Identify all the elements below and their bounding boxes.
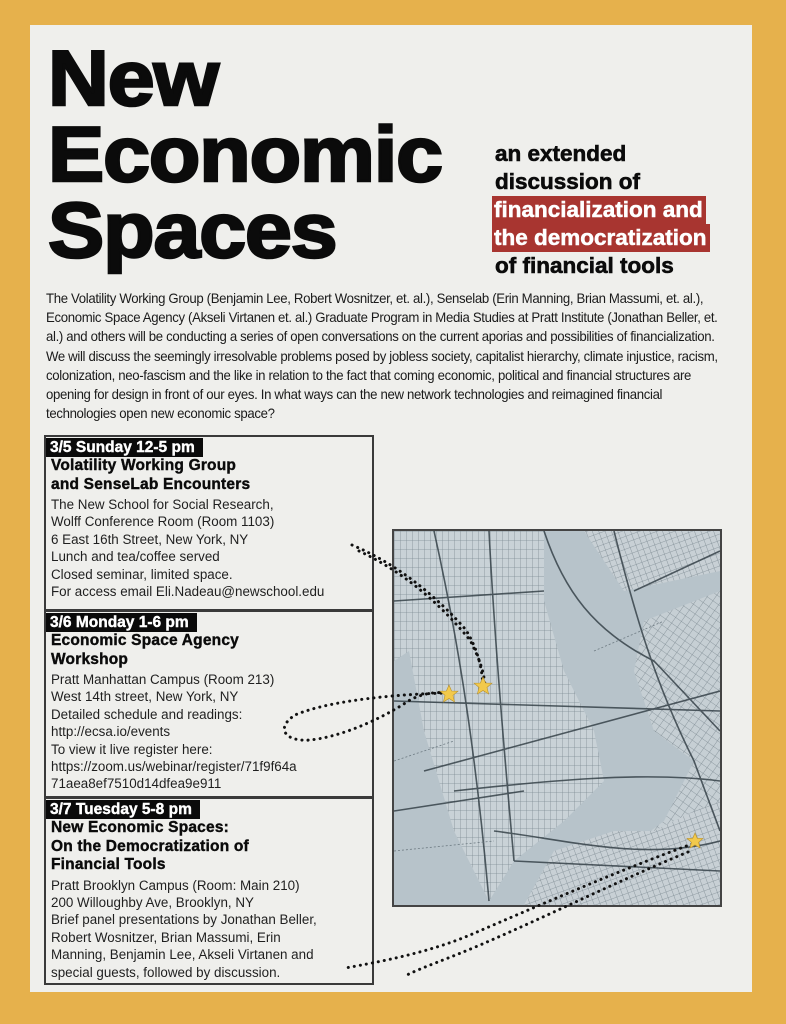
event-title-line: Workshop — [51, 650, 129, 668]
event-box-tuesday — [44, 797, 374, 985]
event-date-badge: 3/7 Tuesday 5-8 pm — [46, 800, 200, 819]
subtitle-line: discussion of — [495, 169, 641, 194]
event-title-line: On the Democratization of — [51, 837, 249, 855]
event-detail: Manning, Benjamin Lee, Akseli Virtanen and — [51, 947, 314, 963]
event-date-badge: 3/5 Sunday 12-5 pm — [46, 438, 203, 457]
event-detail: Brief panel presentations by Jonathan Beller, — [51, 912, 317, 928]
nyc-map — [392, 529, 722, 907]
poster-title — [48, 34, 442, 274]
event-link-zoom[interactable]: https://zoom.us/webinar/register/71f9f64a — [51, 759, 297, 775]
intro-paragraph: The Volatility Working Group (Benjamin Lee, Robert Wosnitzer, et. al.), Senselab (Erin Manning, Brian Massumi, et. al.), Economic Space Agency (Akseli Virtanen et. al.) Graduate Program in Media Studies at Pratt Institute (Jonathan Beller, et. al.) and others will be conducting a series of open conversations on the current aporias and possibilities of financialization. We will discuss the seemingly irresolvable problems posed by jobless society, capitalist hierarchy, climate injustice, racism, colonization, neo-fascism and the like in relation to the fact that coming economic, political and financial structures are opening for design in front of our eyes. In what ways can the new network technologies and reimagined financial technologies open new economic space? — [46, 291, 718, 422]
subtitle-highlight: the democratization — [492, 224, 710, 252]
event-date-badge: 3/6 Monday 1-6 pm — [46, 613, 197, 632]
event-detail: 6 East 16th Street, New York, NY — [51, 531, 249, 547]
poster-subtitle — [495, 140, 710, 280]
subtitle-line: an extended — [495, 141, 627, 166]
map-graphic — [394, 531, 720, 905]
event-detail: special guests, followed by discussion. — [51, 964, 281, 980]
event-detail: To view it live register here: — [51, 741, 213, 757]
event-detail: Pratt Manhattan Campus (Room 213) — [51, 672, 275, 687]
title-line: Spaces — [48, 186, 337, 274]
subtitle-line: of financial tools — [495, 253, 674, 278]
event-email-link[interactable]: For access email Eli.Nadeau@newschool.edu — [51, 584, 325, 600]
event-detail: 200 Willoughby Ave, Brooklyn, NY — [51, 894, 254, 910]
event-title-line: Financial Tools — [51, 856, 166, 873]
event-detail: Pratt Brooklyn Campus (Room: Main 210) — [51, 877, 300, 893]
event-link-zoom-cont[interactable]: 71aea8ef7510d14dfea9e911 — [51, 776, 222, 792]
event-title-line: Volatility Working Group — [51, 457, 237, 474]
event-detail: Detailed schedule and readings: — [51, 706, 243, 722]
event-title-line: Economic Space Agency — [51, 632, 239, 649]
event-detail: The New School for Social Research, — [51, 497, 274, 512]
title-line: Economic — [48, 110, 442, 198]
title-line: New — [48, 34, 218, 122]
subtitle-highlight: financialization and — [492, 196, 706, 224]
event-detail: Wolff Conference Room (Room 1103) — [51, 514, 275, 530]
event-detail: Robert Wosnitzer, Brian Massumi, Erin — [51, 929, 281, 945]
event-detail: West 14th street, New York, NY — [51, 689, 239, 705]
event-box-monday — [44, 610, 374, 798]
event-box-sunday — [44, 435, 374, 611]
event-detail: Closed seminar, limited space. — [51, 566, 233, 582]
event-title-line: New Economic Spaces: — [51, 819, 230, 836]
event-title-line: and SenseLab Encounters — [51, 475, 251, 493]
event-link-ecsa[interactable]: http://ecsa.io/events — [51, 724, 171, 740]
event-detail: Lunch and tea/coffee served — [51, 549, 220, 565]
